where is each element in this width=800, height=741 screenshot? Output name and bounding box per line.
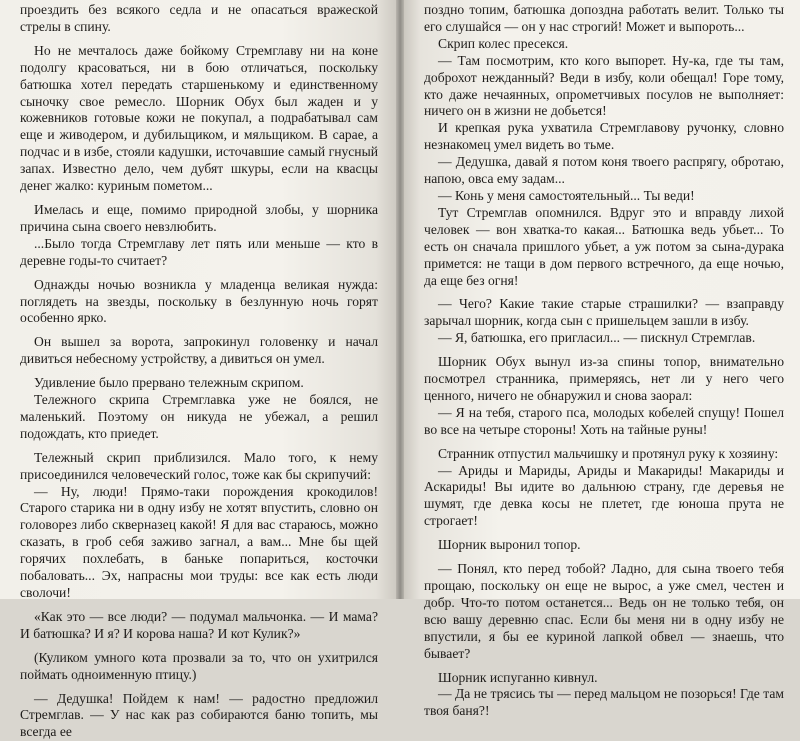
paragraph: — Ариды и Мариды, Ариды и Макариды! Макариды и Аскариды! Вы идите во дальнюю страну, где деревья не шумят, где девка косы не плетет, где юноша прута не строгает!	[424, 462, 784, 529]
paragraph: — Понял, кто перед тобой? Ладно, для сына твоего тебя прощаю, поскольку он еще не вырос, а уже смел, честен и добр. Что-то потом останется... Ведь он не только тебя, он всю вашу деревню спас. Если бы меня ни в одну избу не впустили, я бы ее куриной лапкой обвел — знаешь, что бывает?	[424, 561, 784, 661]
paragraph: Имелась и еще, помимо природной злобы, у шорника причина сына своего невзлюбить.	[20, 201, 378, 234]
paragraph: — Дедушка! Пойдем к нам! — радостно предложил Стремглав. — У нас как раз собираются баню топить, мы всегда ее	[20, 690, 378, 740]
right-page	[400, 0, 800, 719]
paragraph: Шорник выронил топор.	[438, 537, 581, 553]
paragraph: Тележный скрип приблизился. Мало того, к нему присоединился человеческий голос, тоже как бы скрипучий:	[20, 449, 378, 482]
paragraph: Шорник Обух вынул из-за спины топор, внимательно посмотрел странника, примеряясь, нет ли у него чего ценного, ничего не обнаружил и снова заорал:	[424, 354, 784, 403]
paragraph: Но не мечталось даже бойкому Стремглаву ни на коне подолгу красоваться, ни в бою отличаться, поскольку батюшка хотел передать старшенькому и единственному сыночку свое ремесло. Шорник Обух был жаден и у кожевников готовые кожи не покупал, а подрабатывал сам еще и живодером, и дубильщиком, и мяльщиком. В сарае, а подчас и в избе, стояли кадушки, источавшие самый гнусный запах. Известно дело, чем дубят шкуры, если на квасцы денег жалко: куриным пометом...	[20, 42, 378, 194]
paragraph: — Чего? Какие такие старые страшилки? — взаправду зарычал шорник, когда сын с пришельцем зашли в избу.	[424, 296, 784, 329]
paragraph: Однажды ночью возникла у младенца великая нужда: поглядеть на звезды, поскольку в безлунную ночь горят особенно ярко.	[20, 276, 378, 326]
paragraph: Шорник испуганно кивнул.	[438, 669, 598, 685]
paragraph: — Дедушка, давай я потом коня твоего распрягу, обротаю, напою, овса ему задам...	[424, 154, 784, 187]
paragraph: — Я, батюшка, его пригласил... — пискнул Стремглав.	[438, 330, 756, 346]
paragraph: проездить без всякого седла и не опасаться вражеской стрелы в спину.	[20, 2, 378, 34]
left-page	[0, 0, 400, 740]
paragraph: Скрип колес пресекся.	[438, 35, 569, 51]
paragraph: И крепкая рука ухватила Стремглавову ручонку, словно незнакомец умел видеть во тьме.	[424, 120, 784, 153]
paragraph: ...Было тогда Стремглаву лет пять или меньше — кто в деревне годы-то считает?	[20, 235, 378, 268]
paragraph: — Конь у меня самостоятельный... Ты веди!	[438, 187, 695, 203]
paragraph: — Да не трясись ты — перед мальцом не позорься! Где там твоя баня?!	[424, 686, 784, 719]
paragraph: — Там посмотрим, кто кого выпорет. Ну-ка, где ты там, доброхот нежданный? Веди в избу, коли обещал! Горе тому, кто даже нечаянных, опрометчивых посулов не выполняет: ничего он в жизни не добьется!	[424, 52, 784, 119]
paragraph: Он вышел за ворота, запрокинул головенку и начал дивиться небесному устройству, а дивиться он умел.	[20, 334, 378, 367]
paragraph: (Куликом умного кота прозвали за то, что он ухитрился поймать одноименную птицу.)	[20, 649, 378, 682]
paragraph: поздно топим, батюшка допоздна работать велит. Только ты его слушайся — он у нас строгий! Может и выпороть...	[424, 2, 784, 34]
paragraph: — Я на тебя, старого пса, молодых кобелей спущу! Пошел во все на четыре стороны! Хоть на тайные руны!	[424, 404, 784, 437]
book-gutter	[396, 0, 404, 599]
paragraph: Тут Стремглав опомнился. Вдруг это и вправду лихой человек — вон хватка-то какая... Батюшка ведь убьет... То есть он сначала пришлого убьет, а уж потом за сына-дурака примется: не тащи в дом первого встречного, да еще ночью, да еще без огня!	[424, 204, 784, 288]
paragraph: Удивление было прервано тележным скрипом.	[34, 375, 304, 391]
paragraph: «Как это — все люди? — подумал мальчонка. — И мама? И батюшка? И я? И корова наша? И кот Кулик?»	[20, 608, 378, 641]
paragraph: — Ну, люди! Прямо-таки порождения крокодилов! Старого старика ни в одну избу не хотят впустить, словно он головорез либо скверназец какой! Я для вас стараюсь, можно сказать, в гроб себя заживо загнал, а вам... Мне бы щей горячих похлебать, в баньке попариться, косточки побаловать... Эх, напрасны мои труды: все как есть люди сволочи!	[20, 483, 378, 600]
paragraph: Тележного скрипа Стремглавка уже не боялся, не маленький. Поэтому он никуда не убежал, а решил подождать, кто приедет.	[20, 392, 378, 441]
paragraph: Странник отпустил мальчишку и протянул руку к хозяину:	[438, 445, 779, 461]
